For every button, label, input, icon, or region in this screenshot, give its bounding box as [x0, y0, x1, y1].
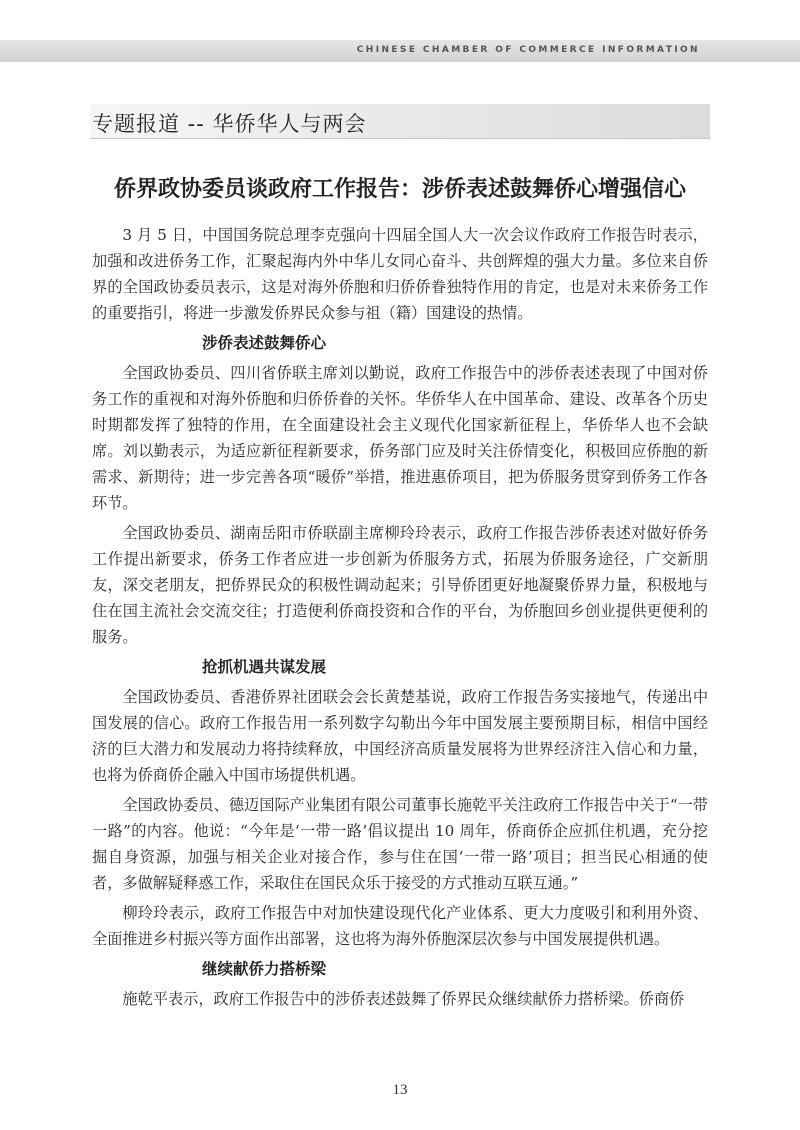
subheading-3: 继续献侨力搭桥梁 [202, 960, 327, 978]
article-title: 侨界政协委员谈政府工作报告：涉侨表述鼓舞侨心增强信心 [113, 177, 686, 202]
article-body [92, 222, 708, 1016]
section-title: 专题报道 -- 华侨华人与两会 [92, 112, 367, 136]
magazine-header-text: CHINESE CHAMBER OF COMMERCE INFORMATION [356, 45, 700, 55]
page-number: 13 [392, 1082, 408, 1098]
intro-paragraph: 3 月 5 日，中国国务院总理李克强向十四届全国人大一次会议作政府工作报告时表示，加强和改进侨务工作，汇聚起海内外中华儿女同心奋斗、共创辉煌的强大力量。多位来自侨界的全国政协委员表示，这是对海外侨胞和归侨侨眷独特作用的肯定，也是对未来侨务工作的重要指引，将进一步激发侨界民众参与祖（籍）国建设的热情。 [92, 226, 708, 322]
header-bar [0, 40, 800, 62]
subheading-1: 涉侨表述鼓舞侨心 [202, 334, 327, 352]
paragraph: 全国政协委员、德迈国际产业集团有限公司董事长施乾平关注政府工作报告中关于“一带一路”的内容。他说：“今年是‘一带一路’倡议提出 10 周年，侨商侨企应抓住机遇，充分挖掘自身资源，加强与相关企业对接合作，参与住在国‘一带一路’项目；担当民心相通的使者，多做解疑释惑工作，采取住在国民众乐于接受的方式推动互联互通。” [92, 796, 708, 892]
subheading-2: 抢抓机遇共谋发展 [202, 658, 327, 676]
paragraph: 全国政协委员、香港侨界社团联会会长黄楚基说，政府工作报告务实接地气，传递出中国发展的信心。政府工作报告用一系列数字勾勒出今年中国发展主要预期目标，相信中国经济的巨大潜力和发展动力将持续释放，中国经济高质量发展将为世界经济注入信心和力量，也将为侨商侨企融入中国市场提供机遇。 [92, 688, 708, 784]
paragraph: 柳玲玲表示，政府工作报告中对加快建设现代化产业体系、更大力度吸引和利用外资、全面推进乡村振兴等方面作出部署，这也将为海外侨胞深层次参与中国发展提供机遇。 [92, 904, 708, 948]
section-banner [90, 104, 710, 139]
paragraph: 施乾平表示，政府工作报告中的涉侨表述鼓舞了侨界民众继续献侨力搭桥梁。侨商侨 [122, 990, 685, 1008]
paragraph: 全国政协委员、四川省侨联主席刘以勤说，政府工作报告中的涉侨表述表现了中国对侨务工作的重视和对海外侨胞和归侨侨眷的关怀。华侨华人在中国革命、建设、改革各个历史时期都发挥了独特的作用，在全面建设社会主义现代化国家新征程上，华侨华人也不会缺席。刘以勤表示，为适应新征程新要求，侨务部门应及时关注侨情变化，积极回应侨胞的新需求、新期待；进一步完善各项“暖侨”举措，推进惠侨项目，把为侨服务贯穿到侨务工作各环节。 [92, 364, 708, 512]
paragraph: 全国政协委员、湖南岳阳市侨联副主席柳玲玲表示，政府工作报告涉侨表述对做好侨务工作提出新要求，侨务工作者应进一步创新为侨服务方式，拓展为侨服务途径，广交新朋友，深交老朋友，把侨界民众的积极性调动起来；引导侨团更好地凝聚侨界力量，积极地与住在国主流社会交流交往；打造便利侨商投资和合作的平台，为侨胞回乡创业提供更便利的服务。 [92, 524, 708, 646]
